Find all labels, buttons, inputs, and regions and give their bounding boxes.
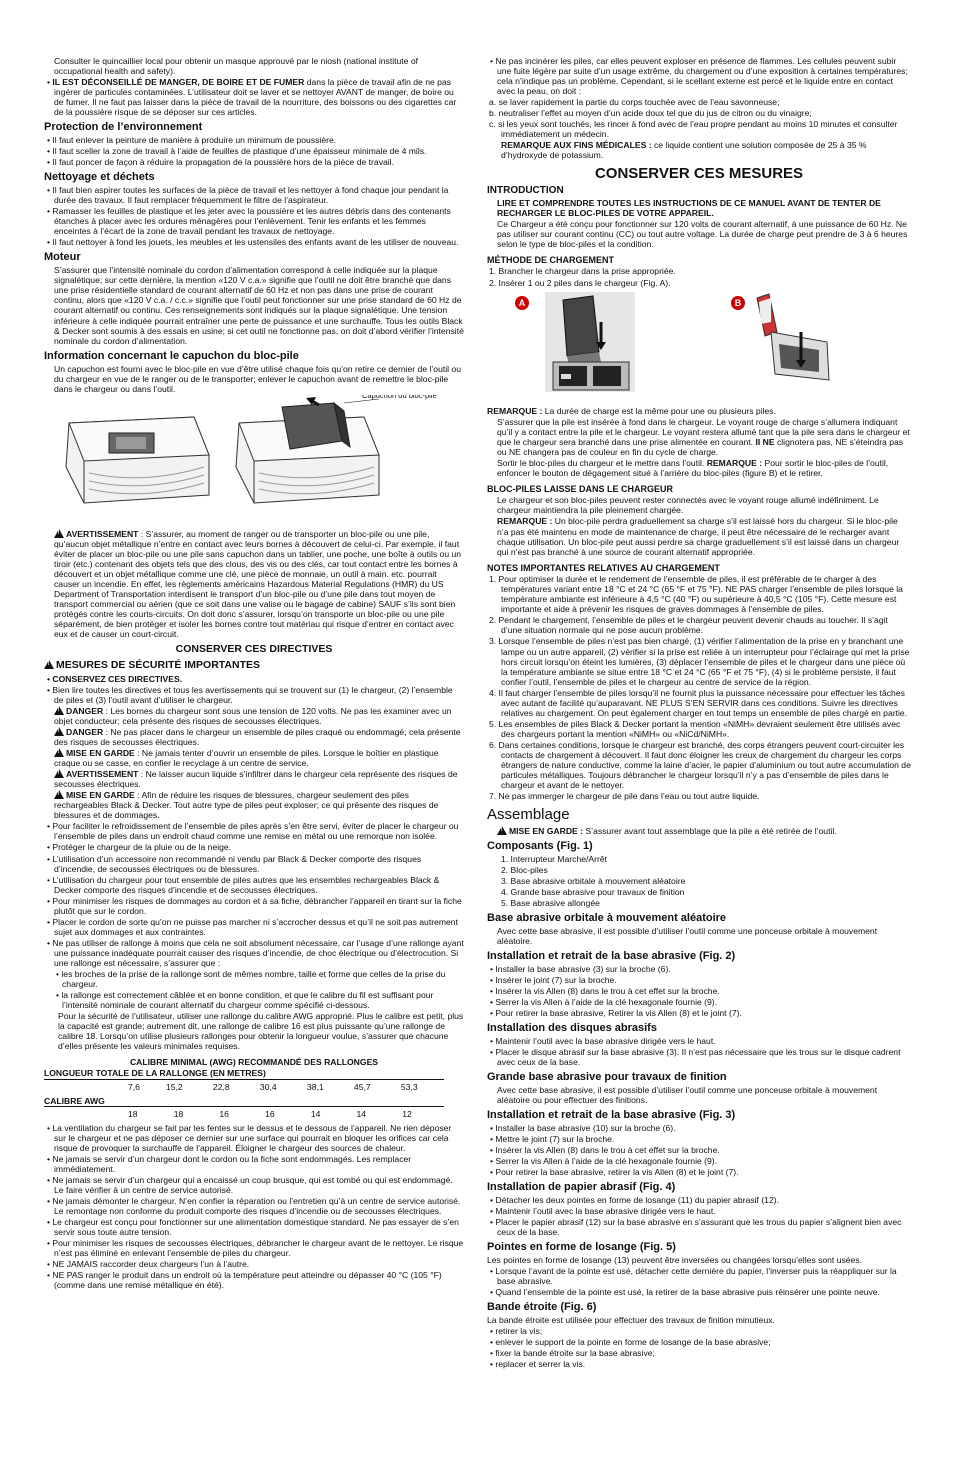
- list-item: • Ne jamais se servir d’un chargeur dont le cordon ou la fiche sont endommagés. Les remplacer immédiatement.: [47, 1153, 412, 1174]
- numbered-item: 1. Pour optimiser la durée et le rendement de l’ensemble de piles, il est préférable de le charger à des températures variant entre 18 °C et 24 °C (65 °F et 75 °F). NE PAS charger l’ensemble de piles lorsque la température ambiante est inférieure à 4,5 °C (40 °F) ou supérieure à 40,5 °C (105 °F). Cette mesure est importante et aide à prévenir les risques de graves dommages à l’ensemble de piles.: [489, 574, 903, 615]
- intro-paragraph: Consulter le quincaillier local pour obtenir un masque approuvé par le niosh (national institute of occupational health and safety).: [54, 56, 419, 77]
- list-item: • Installer la base abrasive (10) sur la broche (6).: [490, 1122, 676, 1133]
- left-in-charger-heading: BLOC-PILES LAISSE DANS LE CHARGEUR: [487, 483, 674, 494]
- warning-label: MISE EN GARDE: [66, 790, 135, 801]
- warning-text: : Ne laisser aucun liquide s’infiltrer dans le chargeur cela représente des risques de secousses électriques.: [54, 769, 458, 790]
- awg-length-row: [44, 1082, 444, 1092]
- awg-cell: 14: [310, 1108, 321, 1119]
- fig3-heading: Installation et retrait de la base abrasive (Fig. 3): [487, 1108, 736, 1121]
- big-base-text: Avec cette base abrasive, il est possible d’utiliser l’outil comme une ponceuse orbitale à mouvement aléatoire ou pour effectuer des finitions.: [497, 1084, 878, 1105]
- fire-bullet-text: Ne pas incinérer les piles, car elles peuvent exploser en présence de flammes. Les cellules peuvent subir une fuite légère par suite d’un usage extrême, du chargement ou d’une exposition à certaines températures; cela n’indique pas un problème. Cependant, si le scellant externe est percé et le liquide entre en contact avec la peau, on doit :: [495, 56, 908, 97]
- list-item: • Pour minimiser les risques de secousses électriques, débrancher le chargeur avant de le nettoyer. Le risque n’est pas éliminé en enlevant l’ensemble de piles du chargeur.: [47, 1238, 464, 1259]
- warning-label: DANGER: [66, 705, 104, 716]
- fig5-heading: Pointes en forme de losange (Fig. 5): [487, 1241, 676, 1254]
- list-item: • Protéger le chargeur de la pluie ou de la neige.: [47, 842, 232, 853]
- warning-item: [44, 748, 464, 768]
- awg-table: [44, 1082, 444, 1092]
- list-item: 1. Interrupteur Marche/Arrêt: [501, 853, 608, 864]
- left-in-charger-note: [487, 516, 911, 556]
- list-item: • Mettre le joint (7) sur la broche.: [490, 1133, 615, 1144]
- battery-pack-illustration: [44, 395, 464, 529]
- left-note-text: Un bloc-pile perdra graduellement sa charge s’il est laissé hors du chargeur. Si le bloc-pile n’a pas été maintenu en mode de maintenance de charge, il peut être nécessaire de le recharger avant chaque utilisation. Un bloc-pile peut aussi perdre sa charge graduellement s’il est laissé dans un chargeur qui n’est pas branché à une source de courant alternatif appropriée.: [497, 516, 900, 557]
- awg-gauge-table: [44, 1109, 444, 1119]
- warning-text: : Afin de réduire les risques de blessures, chargeur seulement des piles rechargeables Black & Decker. Tout autre type de piles peut exploser; ce qui présente des risques de blessures et de dommages.: [54, 790, 439, 821]
- note1-label: REMARQUE :: [487, 405, 543, 416]
- battery-figure: [44, 395, 464, 529]
- storage-warning-text: : S’assurer, au moment de ranger ou de transporter un bloc-pile ou une pile, qu’aucun objet métallique n’entre en contact avec leurs bornes à découvert de celui-ci. Par exemple, il faut éviter de placer un bloc-pile ou une pile sans capuchon dans un tablier, une poche, une boîte à outils ou un tiroir (etc.) contenant des objets tels que des clous, des vis ou des clés, car tout contact entre les bornes à découvert et un objet métallique comme une clé, une pièce de monnaie, un outil à main. etc. pourrait causer un incendie. En effet, les règlements américains Hazardous Material Regulations (HMR) du US Department of Transportation interdisent le transport d’un bloc-pile ou d’une pile dans tout moyen de transport commercial ou aérien (que ce soit dans une valise ou le bagage de cabine) SAUF s’ils sont bien protégés contre les courts-circuits. On doit donc s’assurer, lorsqu’on transporte un bloc-pile ou une pile séparément, de bien protéger et isoler les bornes contre tout matériau qui risque d’entrer en contact avec eux et de causer un court-circuit.: [54, 528, 462, 640]
- list-item: • Serrer la vis Allen à l’aide de la clé hexagonale fournie (9).: [490, 1155, 718, 1166]
- warning-triangle-icon: [54, 790, 64, 799]
- storage-warning: [44, 529, 464, 640]
- fire-step-text: neutraliser l’effet au moyen d’un acide doux tel que du jus de citron ou du vinaigre;: [498, 108, 812, 119]
- motor-text: S’assurer que l’intensité nominale du cordon d’alimentation correspond à celle indiquée sur la plaque signalétique; sur cette dernière, la mention «120 V c.a.» signifie que l’outil ne doit être branché que dans une prise résidentielle standard de courant alternatif de 60 Hz et non pas dans une prise de courant continu, alors que «120 V c.a. / c.c.» signifie que l’outil peut fonctionner sur une prise standard de 60 Hz de courant alternatif ou continu. Ces renseignements sont indiqués sur la plaque signalétique. Une tension inférieure à celle indiquée pourrait entraîner une perte de puissance et une surchauffe. Tous les outils Black & Decker sont soumis à des essais en usine; si cet outil ne fonctionne pas, on doit d’abord vérifier l’intensité nominale du cordon d’alimentation.: [54, 265, 464, 346]
- fig6-text: La bande étroite est utilisée pour effectuer des travaux de finition minutieux.: [487, 1314, 775, 1325]
- warning-item: [44, 727, 464, 747]
- list-item: • Ramasser les feuilles de plastique et les jeter avec la poussière et les autres débris dans des contenants étanches à placer avec les ordures ménagères pour l’enlèvement. Tenir les enfants et les femmes enceintes à l’écart de la zone de travail pendant les travaux de nettoyage.: [47, 206, 451, 237]
- warning-triangle-icon: [44, 660, 54, 669]
- fire-step: [487, 119, 911, 139]
- warning-text: : Ne jamais tenter d’ouvrir un ensemble de piles. Lorsque le boîtier en plastique craque ou se casse, en confier le recyclage à un centre de service.: [54, 748, 439, 769]
- list-item: • Ne jamais se servir d’un chargeur qui a encaissé un coup brusque, qui est tombé ou qui est endommagé. Le faire vérifier à un centre de service autorisé.: [47, 1174, 453, 1195]
- battery-pack-icon: [66, 417, 209, 503]
- cap-callout: Capuchon du bloc-pile: [362, 394, 437, 400]
- fire-step: [487, 97, 911, 107]
- note1-p2: [487, 417, 911, 457]
- awg-cell: 12: [402, 1108, 412, 1119]
- list-item: • Maintenir l’outil avec la base abrasive dirigée vers le haut.: [490, 1035, 716, 1046]
- awg-cell: 45,7: [353, 1081, 371, 1092]
- env-list: [44, 135, 464, 167]
- cap-text: Un capuchon est fourni avec le bloc-pile en vue d’être utilisé chaque fois qu’on retire ce dernier de l’outil ou du chargeur en vue de le ranger ou de le transporter; enlever le capuchon avant de remettre le bloc-pile dans le chargeur ou dans l’outil.: [54, 363, 462, 394]
- note1-text: La durée de charge est la même pour une ou plusieurs piles.: [542, 405, 776, 416]
- list-item: • Il faut bien aspirer toutes les surfaces de la pièce de travail et les nettoyer à fond chaque jour pendant la durée des travaux. Il faut remplacer fréquemment le filtre de l’aspirateur.: [47, 185, 449, 206]
- disc-list: [487, 1036, 911, 1067]
- safety-first-text: CONSERVEZ CES DIRECTIVES.: [52, 673, 183, 684]
- charger-figure-a: [545, 292, 635, 392]
- warning-triangle-icon: [497, 826, 507, 835]
- orbital-heading: Base abrasive orbitale à mouvement aléatoire: [487, 911, 727, 924]
- awg-cell: 18: [173, 1108, 184, 1119]
- notes-heading: NOTES IMPORTANTES RELATIVES AU CHARGEMENT: [487, 562, 720, 573]
- warning-triangle-icon: [54, 769, 64, 778]
- left-column: [44, 56, 464, 1291]
- assembly-warning-text: S’assurer avant tout assemblage que la pile a été retirée de l’outil.: [583, 825, 837, 836]
- assembly-warning-label: MISE EN GARDE :: [509, 825, 584, 836]
- list-item: • Placer le cordon de sorte qu’on ne puisse pas marcher ni s’accrocher dessus et qu’il ne soit pas autrement sujet aux dommages et aux contraintes.: [47, 916, 458, 937]
- awg-cell: 16: [219, 1108, 229, 1119]
- numbered-item: 6. Dans certaines conditions, lorsque le chargeur est branché, des corps étrangers peuvent court-circuiter les contacts de chargement à découvert. Il faut donc éloigner les creux de chargement du chargeur les corps étrangers de nature conductive, comme la laine d’acier, le papier d’aluminium ou tout autre accumulation de particules métalliques. Toujours débrancher le chargeur lorsqu’il n’y a pas d’ensemble de piles dans le chargeur et avant de le nettoyer.: [489, 739, 911, 791]
- introduction-bold: LIRE ET COMPRENDRE TOUTES LES INSTRUCTIONS DE CE MANUEL AVANT DE TENTER DE RECHARGER LE BLOC-PILES DE VOTRE APPAREIL.: [497, 197, 881, 218]
- components-heading: Composants (Fig. 1): [487, 839, 593, 852]
- numbered-item: 7. Ne pas immerger le chargeur de pile dans l’eau ou tout autre liquide.: [489, 791, 760, 802]
- medical-note: [487, 140, 911, 160]
- note1: [487, 406, 911, 416]
- fire-step-key: a.: [489, 97, 499, 108]
- fire-step-key: b.: [489, 108, 499, 119]
- list-item: • Installer la base abrasive (3) sur la broche (6).: [490, 963, 671, 974]
- list-item: • Placer le disque abrasif sur la base abrasive (3). Il n’est pas nécessaire que les trous sur le disque cadrent avec ceux de la base.: [490, 1046, 901, 1067]
- note1-p2-a: S’assurer que la pile est insérée à fond dans le chargeur. Le voyant rouge de charge s’allumera indiquant qu’il y a contact entre la pile et le chargeur. Le voyant restera allumé tant que la pile sera dans le chargeur et que le chargeur sera branché dans une prise alimentée en courant.: [497, 416, 910, 447]
- note1-p3: [487, 458, 911, 478]
- list-item: • Insérer la vis Allen (8) dans le trou à cet effet sur la broche.: [490, 985, 720, 996]
- fig4-heading: Installation de papier abrasif (Fig. 4): [487, 1181, 676, 1193]
- extension-sub-bullets: [44, 969, 464, 1010]
- assembly-warning: [487, 826, 911, 836]
- awg-table-title: CALIBRE MINIMAL (AWG) RECOMMANDÉ DES RALLONGES: [129, 1057, 379, 1068]
- orbital-text: Avec cette base abrasive, il est possible d’utiliser l’outil comme une ponceuse orbitale à mouvement aléatoire.: [497, 925, 878, 946]
- numbered-item: 3. Lorsque l’ensemble de piles n’est pas bien chargé, (1) vérifier l’alimentation de la prise en y branchant une lampe ou un autre appareil, (2) vérifier si la prise est reliée à un interrupteur pour l’éclairage qui met la prise hors circuit lorsqu’on éteint les lumières, (3) déplacer l’ensemble de piles et le chargeur dans une pièce où la température ambiante se situe entre 18 °C et 24 °C (65 °F et 75 °F), (4) si le problème persiste, il faut confier l’outil, l’ensemble de piles et le chargeur au centre de service de la région.: [489, 636, 910, 687]
- clean-list: [44, 185, 464, 247]
- list-item: • Serrer la vis Allen à l’aide de la clé hexagonale fournie (9).: [490, 996, 718, 1007]
- left-note-label: REMARQUE :: [497, 516, 553, 527]
- figure-b-label: B: [731, 296, 745, 310]
- fire-step-text: si les yeux sont touchés, les rincer à fond avec de l’eau propre pendant au moins 10 minutes et consulter immédiatement un médecin.: [498, 119, 898, 140]
- list-item: • Insérer le joint (7) sur la broche.: [490, 974, 617, 985]
- awg-paragraph: Pour la sécurité de l’utilisateur, utiliser une rallonge du calibre AWG approprié. Plus le calibre est petit, plus la capacité est grande; autrement dit, une rallonge de calibre 16 est plus puissante qu’une rallonge de calibre 18. Lorsqu’on utilise plusieurs rallonges pour obtenir la longueur voulue, s’assurer que chacune d’elles présente les valeurs minimales requises.: [58, 1011, 464, 1052]
- warning-list: [44, 706, 464, 821]
- warning-triangle-icon: [54, 706, 64, 715]
- awg-cell: 14: [356, 1108, 367, 1119]
- numbered-item: 2. Insérer 1 ou 2 piles dans le chargeur (Fig. A).: [489, 277, 671, 288]
- storage-warning-label: AVERTISSEMENT: [66, 528, 139, 539]
- note1-p3-bold: REMARQUE :: [706, 457, 763, 468]
- motor-heading: Moteur: [44, 251, 81, 264]
- warning-text: : Ne pas placer dans le chargeur un ensemble de piles craqué ou endommagé; cela présente des risques de secousses électriques.: [54, 726, 461, 748]
- notes-list: [487, 574, 911, 801]
- components-list: [487, 854, 911, 908]
- fig6-list: [487, 1326, 911, 1369]
- medical-note-label: REMARQUE AUX FINS MÉDICALES :: [501, 140, 652, 151]
- battery-cap-icon: [236, 397, 379, 503]
- list-item: • Il faut enlever la peinture de manière à produire un minimum de poussière.: [47, 135, 337, 146]
- fig5-list: [487, 1266, 911, 1297]
- fig2-heading: Installation et retrait de la base abrasive (Fig. 2): [487, 949, 736, 962]
- list-item: • L’utilisation du chargeur pour tout ensemble de piles autres que les ensembles rechargeables Black & Decker comporte des risques d’incendie et de secousses électriques.: [47, 874, 440, 895]
- note1-p2-bold: Il NE: [755, 436, 775, 447]
- safety-read-text: Bien lire toutes les directives et tous les avertissements qui se trouvent sur (1) le chargeur, (2) l’ensemble de piles et (3) l’outil avant d’utiliser le chargeur.: [52, 684, 453, 705]
- list-item: • La ventilation du chargeur se fait par les fentes sur le dessus et le dessous de l’appareil. Ne rien déposer sur le chargeur et ne pas déposer ce dernier sur une surface qui pourrait en bloquer les orifices car cela risque de provoquer la surchauffe de l’appareil. Éloigner le chargeur des sources de chaleur.: [47, 1122, 452, 1153]
- awg-gauge-label: CALIBRE AWG: [44, 1096, 444, 1107]
- env-heading: Protection de l’environnement: [44, 121, 203, 134]
- fig2-list: [487, 964, 911, 1018]
- list-item: • Insérer la vis Allen (8) dans le trou à cet effet sur la broche.: [490, 1144, 720, 1155]
- medical-note-text: ce liquide contient une solution composée de 25 à 35 % d’hydroxyde de potassium.: [501, 140, 867, 161]
- list-item: • Lorsque l’avant de la pointe est usé, détacher cette dernière du papier, l’inverser puis la réappliquer sur la base abrasive.: [490, 1265, 897, 1286]
- list-item: • Placer le papier abrasif (12) sur la base abrasive en s’assurant que les trous du papier s’alignent bien avec ceux de la base.: [490, 1216, 902, 1237]
- awg-gauge-row: [44, 1109, 444, 1119]
- warning-label: MISE EN GARDE: [66, 748, 135, 759]
- safety-bullets-b: [44, 1123, 464, 1291]
- awg-cell: 30,4: [259, 1081, 277, 1092]
- list-item: • Il faut poncer de façon à réduire la propagation de la poussière hors de la pièce de travail.: [47, 157, 394, 168]
- list-item: • Il faut nettoyer à fond les jouets, les meubles et les ustensiles des enfants avant de les utiliser de nouveau.: [47, 237, 459, 248]
- keep-directives-title: CONSERVER CES DIRECTIVES: [175, 643, 333, 656]
- note1-p3-b: Pour sortir le bloc-piles de l’outil, enfoncer le bouton de dégagement situé à l’arrière du bloc-piles (figure B) et le retirer.: [497, 457, 889, 478]
- awg-length-label: LONGUEUR TOTALE DE LA RALLONGE (EN METRES): [44, 1068, 444, 1079]
- list-item: 5. Base abrasive allongée: [501, 897, 600, 908]
- warning-text: : Les bornes du chargeur sont sous une tension de 120 volts. Ne pas les examiner avec un objet conducteur; cela présente des risques de secousses électriques.: [54, 705, 452, 726]
- list-item: 2. Bloc-piles: [501, 864, 548, 875]
- safety-heading-text: MESURES DE SÉCURITÉ IMPORTANTES: [56, 659, 260, 672]
- list-item: • NE PAS ranger le produit dans un endroit où la température peut atteindre ou dépasser 40 °C (105 °F) (comme dans une remise métallique en été).: [47, 1270, 442, 1291]
- figure-a-label: A: [515, 296, 529, 310]
- awg-cell: 16: [265, 1108, 275, 1119]
- disc-heading: Installation des disques abrasifs: [487, 1021, 657, 1034]
- warning-label: AVERTISSEMENT: [66, 769, 139, 780]
- warning-triangle-icon: [54, 748, 64, 757]
- list-item: • Détacher les deux pointes en forme de losange (11) du papier abrasif (12).: [490, 1194, 779, 1205]
- fire-step-key: c.: [489, 119, 499, 130]
- numbered-item: 1. Brancher le chargeur dans la prise appropriée.: [489, 266, 676, 277]
- method-heading: MÉTHODE DE CHARGEMENT: [487, 254, 615, 265]
- list-item: • enlever le support de la pointe en forme de losange de la base abrasive;: [490, 1337, 771, 1348]
- note1-p2-b: clignotera pas, NE s’éteindra pas ou NE changera pas de couleur en fin du cycle de charge.: [497, 436, 904, 457]
- fire-step: [487, 108, 911, 118]
- awg-cell: 22,8: [212, 1081, 230, 1092]
- charger-figures: [487, 292, 911, 398]
- list-item: • fixer la bande étroite sur la base abrasive;: [490, 1348, 655, 1359]
- awg-cell: 38,1: [306, 1081, 324, 1092]
- fig3-list: [487, 1123, 911, 1177]
- fig6-heading: Bande étroite (Fig. 6): [487, 1301, 597, 1314]
- safety-first: • CONSERVEZ CES DIRECTIVES.: [47, 673, 183, 684]
- introduction-text: Ce Chargeur a été conçu pour fonctionner sur 120 volts de courant alternatif, à une puissance de 60 Hz. Ne pas utiliser sur courant continu (CC) ou tout autre voltage. La durée de charge peut prendre de 3 à 6 heures selon le type de bloc-piles et la condition.: [497, 218, 908, 249]
- list-item: • L’utilisation d’un accessoire non recommandé ni vendu par Black & Decker comporte des risques d’incendie, de secousses électriques ou de blessures.: [47, 853, 422, 874]
- list-item: • Pour faciliter le refroidissement de l’ensemble de piles après s’en être servi, éviter de placer le chargeur ou l’ensemble de piles dans un endroit chaud comme une remise en métal ou une remorque non isolée.: [47, 821, 459, 842]
- list-item: 3. Base abrasive orbitale à mouvement aléatoire: [501, 875, 686, 886]
- list-item: • Le chargeur est conçu pour fonctionner sur une alimentation domestique standard. Ne pas essayer de s’en servir sous toute autre tension.: [47, 1217, 459, 1238]
- list-item: • Pour minimiser les risques de dommages au cordon et à sa fiche, débrancher l’appareil en tirant sur la fiche plutôt que sur le cordon.: [47, 895, 462, 916]
- awg-cell: 7,6: [128, 1081, 140, 1092]
- fire-steps: [487, 97, 911, 139]
- list-item: • Il faut sceller la zone de travail à l’aide de feuilles de plastique d’une épaisseur minimale de 4 mils.: [47, 146, 427, 157]
- introduction-heading: INTRODUCTION: [487, 185, 564, 197]
- fire-bullet: • Ne pas incinérer les piles, car elles peuvent exploser en présence de flammes. Les cellules peuvent subir une fuite légère par suite d’un usage extrême, du chargement ou d’une exposition à certaines températures; cela n’indique pas un problème. Cependant, si le scellant externe est percé et le liquide entre en contact avec la peau, on doit :: [490, 56, 908, 97]
- numbered-item: 4. Il faut charger l’ensemble de piles lorsqu’il ne fournit plus la puissance nécessaire pour effectuer les tâches avec autant de facilité qu’auparavant. NE PLUS S’EN SERVIR dans ces conditions. Suivre les directives relatives au chargement. On peut également charger en tout temps un ensemble de piles chargé en partie.: [489, 687, 908, 718]
- keep-measures-title: CONSERVER CES MESURES: [594, 165, 804, 183]
- list-item: • retirer la vis;: [490, 1326, 543, 1336]
- right-column: [487, 56, 911, 1370]
- awg-cell: 15,2: [165, 1081, 183, 1092]
- list-item: • Maintenir l’outil avec la base abrasive dirigée vers le haut.: [490, 1205, 716, 1216]
- cap-heading: Information concernant le capuchon du bloc-pile: [44, 349, 299, 362]
- safety-read: • Bien lire toutes les directives et tous les avertissements qui se trouvent sur (1) le chargeur, (2) l’ensemble de piles et (3) l’outil avant d’utiliser le chargeur.: [47, 684, 453, 705]
- safety-bullets-a: [44, 821, 464, 968]
- list-item: • Ne pas utiliser de rallonge à moins que cela ne soit absolument nécessaire, car l’usage d’une rallonge ayant une puissance inadéquate pourrait causer des risques d’incendie, de choc électrique ou d’électrocution. Si une rallonge est nécessaire, s’assurer que :: [47, 937, 464, 968]
- numbered-item: 5. Les ensembles de piles Black & Decker portant la mention «NiMH» devraient seulement être utilisés avec des chargeurs portant la mention «NiMH» ou «NiCd/NiMH».: [489, 718, 901, 739]
- safety-heading: [44, 659, 464, 671]
- warning-triangle-icon: [54, 727, 64, 736]
- awg-cell: 18: [128, 1108, 138, 1119]
- warning-label: DANGER: [66, 726, 104, 737]
- method-steps: [487, 266, 911, 287]
- warning-item: [44, 790, 464, 820]
- list-item: • Pour retirer la base abrasive, retirer la vis Allen (8) et le joint (7).: [490, 1166, 739, 1177]
- big-base-heading: Grande base abrasive pour travaux de finition: [487, 1070, 727, 1083]
- fig5-text: Les pointes en forme de losange (13) peuvent être inversées ou changées lorsqu’elles sont usées.: [487, 1254, 863, 1265]
- list-item: 4. Grande base abrasive pour travaux de finition: [501, 886, 685, 897]
- clean-heading: Nettoyage et déchets: [44, 171, 155, 184]
- eat-warning: • IL EST DÉCONSEILLÉ DE MANGER, DE BOIRE ET DE FUMER dans la pièce de travail afin de ne pas ingérer de particules contaminées. L’utilisateur doit se laver et se nettoyer AVANT de manger, de boire ou de fumer. Il ne faut pas laisser dans la pièce de travail de la nourriture, des boissons ou des cigarettes car de la poussière risque de se déposer sur ces articles.: [47, 77, 457, 118]
- assembly-heading: Assemblage: [487, 806, 570, 824]
- warning-item: [44, 769, 464, 789]
- list-item: • replacer et serrer la vis.: [490, 1359, 586, 1370]
- fire-step-text: se laver rapidement la partie du corps touchée avec de l’eau savonneuse;: [498, 97, 780, 108]
- charger-figure-b: [749, 292, 841, 392]
- eat-warning-text: dans la pièce de travail afin de ne pas ingérer de particules contaminées. L’utilisateur doit se laver et se nettoyer AVANT de manger, de boire ou de fumer. Il ne faut pas laisser dans la pièce de travail de la nourriture, des boissons ou des cigarettes car de la poussière risque de se déposer sur ces articles.: [54, 77, 457, 118]
- left-in-charger-text: Le chargeur et son bloc-piles peuvent rester connectés avec le voyant rouge allumé indéfiniment. Le chargeur maintiendra la pile pleinement chargée.: [497, 495, 879, 516]
- list-item: • la rallonge est correctement câblée et en bonne condition, et que le calibre du fil est suffisant pour l’intensité nominale de courant alternatif du chargeur comme spécifié ci-dessous.: [56, 990, 434, 1011]
- list-item: • Pour retirer la base abrasive, Retirer la vis Allen (8) et le joint (7).: [490, 1007, 742, 1018]
- list-item: • NE JAMAIS raccorder deux chargeurs l’un à l’autre.: [47, 1259, 250, 1270]
- warning-triangle-icon: [54, 529, 64, 538]
- awg-cell: 53,3: [400, 1081, 418, 1092]
- warning-item: [44, 706, 464, 726]
- fig4-list: [487, 1195, 911, 1237]
- list-item: • Ne jamais démonter le chargeur. N’en confier la réparation ou l’entretien qu’à un centre de service autorisé. Le remontage non conforme du produit comporte des risques d’incendie ou de secousses électriques.: [47, 1195, 461, 1217]
- numbered-item: 2. Pendant le chargement, l’ensemble de piles et le chargeur peuvent devenir chauds au toucher. Il s’agit d’une situation normale qui ne pose aucun problème.: [489, 615, 888, 636]
- note1-p3-a: Sortir le bloc-piles du chargeur et le mettre dans l’outil.: [497, 457, 707, 468]
- eat-warning-bold: IL EST DÉCONSEILLÉ DE MANGER, DE BOIRE ET DE FUMER: [52, 77, 305, 88]
- list-item: • les broches de la prise de la rallonge sont de mêmes nombre, taille et forme que celles de la prise du chargeur.: [56, 969, 446, 990]
- list-item: • Quand l’ensemble de la pointe est usé, la retirer de la base abrasive puis réinsérer une pointe neuve.: [490, 1287, 880, 1298]
